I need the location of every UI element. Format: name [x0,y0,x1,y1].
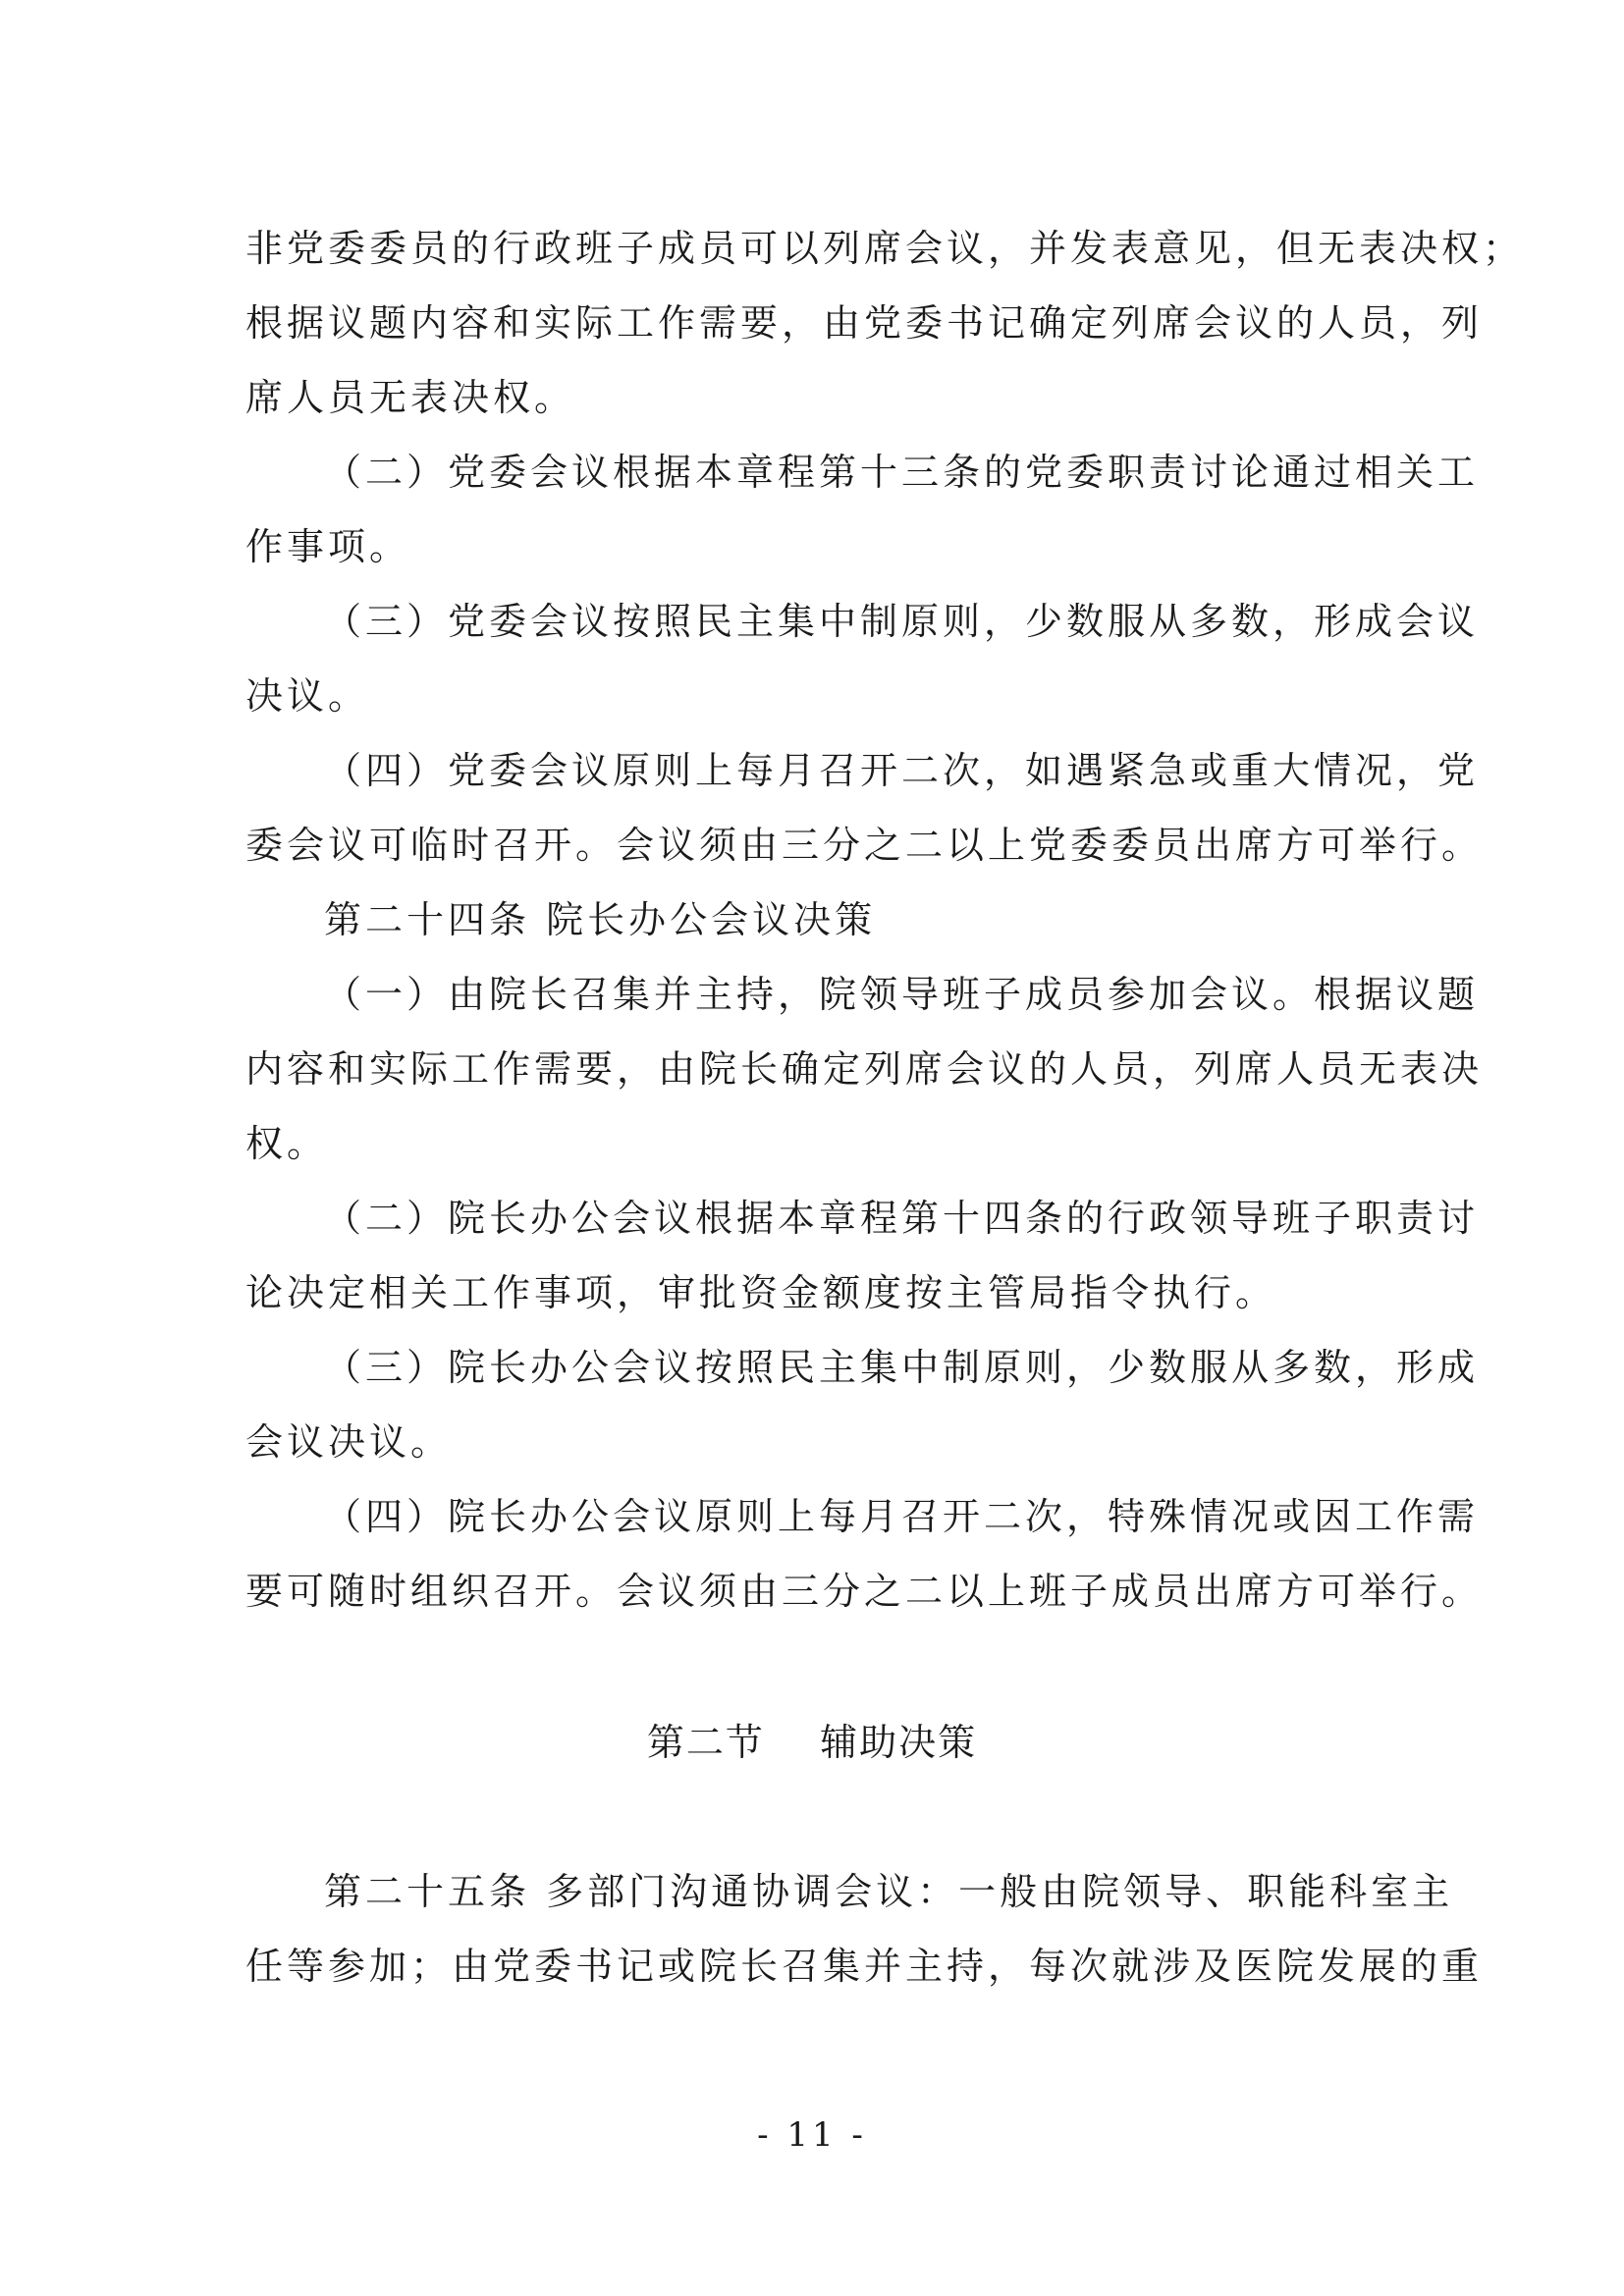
paragraph-line: 论决定相关工作事项，审批资金额度按主管局指令执行。 [245,1271,1277,1314]
paragraph-line: 根据议题内容和实际工作需要，由党委书记确定列席会议的人员，列 [245,301,1484,345]
paragraph-line: 内容和实际工作需要，由院长确定列席会议的人员，列席人员无表决 [245,1047,1484,1091]
paragraph-line: （二）院长办公会议根据本章程第十四条的行政领导班子职责讨 [324,1197,1480,1240]
paragraph-line: 委会议可临时召开。会议须由三分之二以上党委委员出席方可举行。 [245,824,1484,867]
paragraph-line: 作事项。 [245,525,411,568]
paragraph-line: 要可随时组织召开。会议须由三分之二以上班子成员出席方可举行。 [245,1570,1484,1613]
paragraph-line: 会议决议。 [245,1420,453,1464]
paragraph-line: （四）院长办公会议原则上每月召开二次，特殊情况或因工作需 [324,1495,1480,1538]
paragraph-line: （一）由院长召集并主持，院领导班子成员参加会议。根据议题 [324,973,1480,1016]
section-heading: 第二节 辅助决策 [646,1721,978,1764]
paragraph-line: 决议。 [245,674,370,718]
paragraph-line: （四）党委会议原则上每月召开二次，如遇紧急或重大情况，党 [324,749,1480,792]
paragraph-line: （二）党委会议根据本章程第十三条的党委职责讨论通过相关工 [324,451,1480,494]
paragraph-line: 第二十五条 多部门沟通协调会议：一般由院领导、职能科室主 [324,1870,1454,1913]
paragraph-line: （三）党委会议按照民主集中制原则，少数服从多数，形成会议 [324,600,1480,643]
page-number: - 11 - [757,2115,867,2155]
paragraph-line: 席人员无表决权。 [245,376,576,419]
paragraph-line: （三）院长办公会议按照民主集中制原则，少数服从多数，形成 [324,1346,1480,1389]
paragraph-line: 权。 [245,1122,329,1165]
paragraph-line: 非党委委员的行政班子成员可以列席会议，并发表意见，但无表决权； [245,227,1525,270]
article-heading: 第二十四条 院长办公会议决策 [324,898,877,941]
paragraph-line: 任等参加；由党委书记或院长召集并主持，每次就涉及医院发展的重 [245,1945,1484,1988]
